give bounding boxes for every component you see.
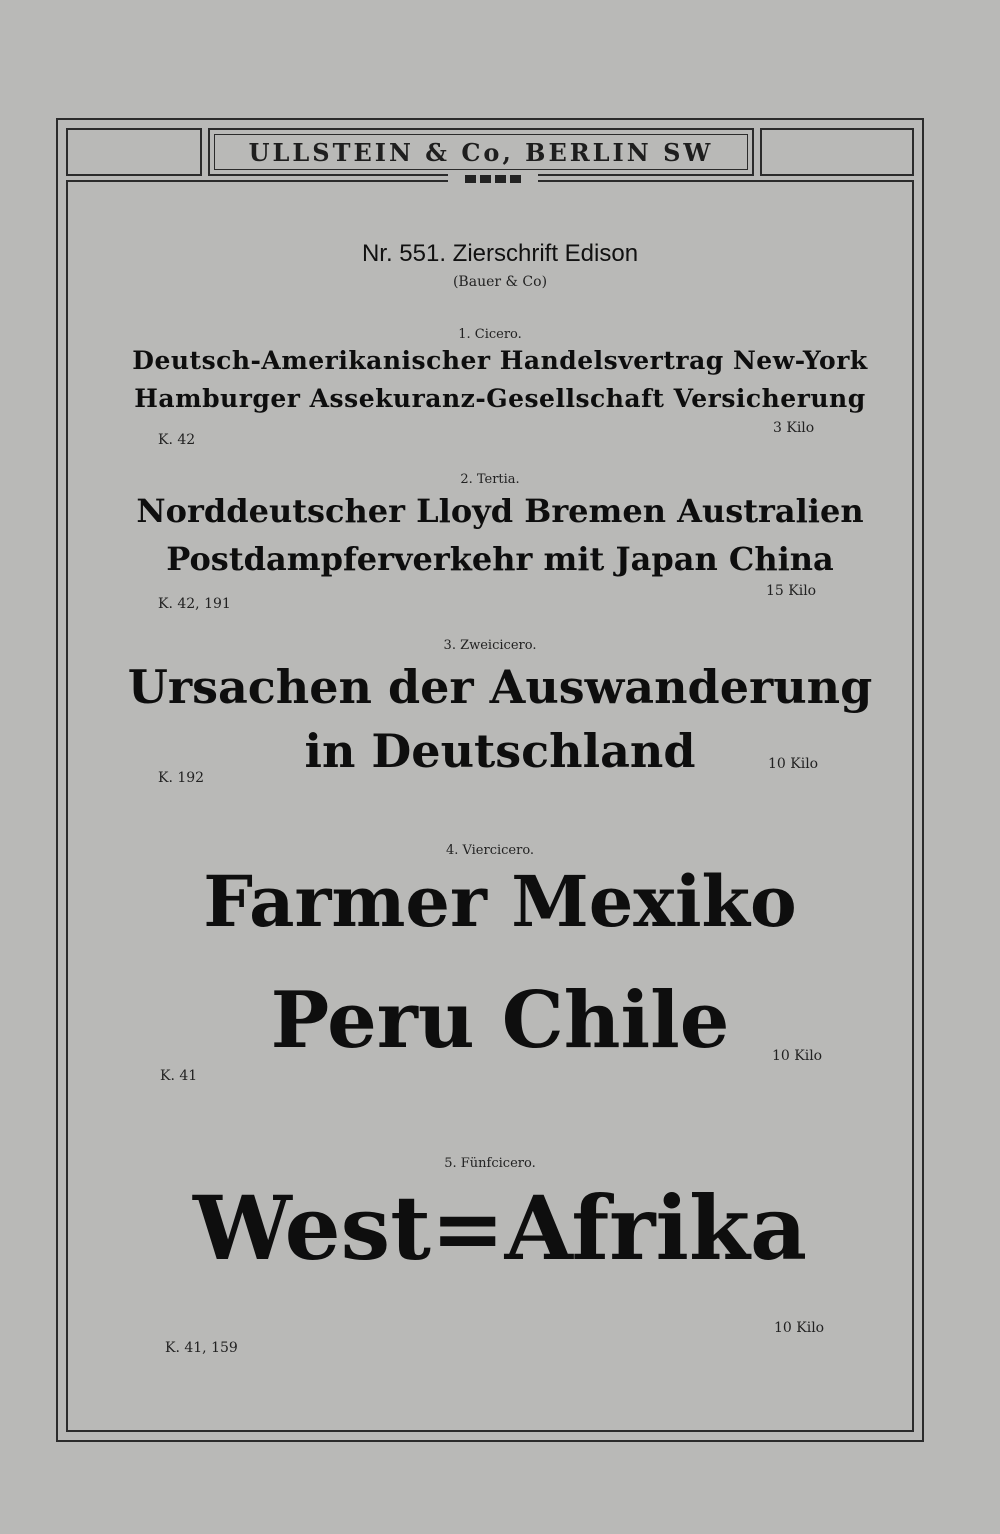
specimen-line: Norddeutscher Lloyd Bremen Australien	[136, 492, 864, 530]
specimen-k-number: K. 41, 159	[165, 1340, 238, 1356]
specimen-size-label: 3. Zweicicero.	[443, 638, 537, 653]
specimen-size-label: 2. Tertia.	[460, 472, 520, 487]
specimen-line: in Deutschland	[304, 724, 696, 778]
specimen-line: West=Afrika	[193, 1176, 807, 1280]
publisher-header: ULLSTEIN & Co, BERLIN SW	[248, 137, 714, 167]
specimen-k-number: K. 41	[160, 1068, 198, 1084]
specimen-k-number: K. 42	[158, 432, 196, 448]
header-ornament	[448, 174, 538, 184]
specimen-weight: 3 Kilo	[773, 420, 815, 436]
specimen-k-number: K. 192	[158, 770, 205, 786]
specimen-k-number: K. 42, 191	[158, 596, 231, 612]
page-subtitle: (Bauer & Co)	[452, 274, 548, 290]
header-box-right	[760, 128, 914, 176]
specimen-line: Peru Chile	[270, 975, 730, 1066]
specimen-size-label: 4. Viercicero.	[445, 843, 535, 858]
specimen-weight: 15 Kilo	[766, 583, 817, 599]
page-title: Nr. 551. Zierschrift Edison	[361, 240, 639, 267]
specimen-line: Ursachen der Auswanderung	[127, 660, 873, 714]
specimen-weight: 10 Kilo	[768, 756, 819, 772]
specimen-line: Postdampferverkehr mit Japan China	[166, 540, 834, 578]
specimen-size-label: 1. Cicero.	[458, 327, 522, 342]
header-box-left	[66, 128, 202, 176]
header-box	[208, 128, 754, 176]
specimen-size-label: 5. Fünfcicero.	[444, 1156, 536, 1171]
specimen-line: Deutsch-Amerikanischer Handelsvertrag New-York	[132, 346, 868, 375]
specimen-line: Hamburger Assekuranz-Gesellschaft Versicherung	[134, 384, 866, 413]
specimen-weight: 10 Kilo	[774, 1320, 825, 1336]
specimen-weight: 10 Kilo	[772, 1048, 823, 1064]
specimen-line: Farmer Mexiko	[203, 860, 797, 943]
